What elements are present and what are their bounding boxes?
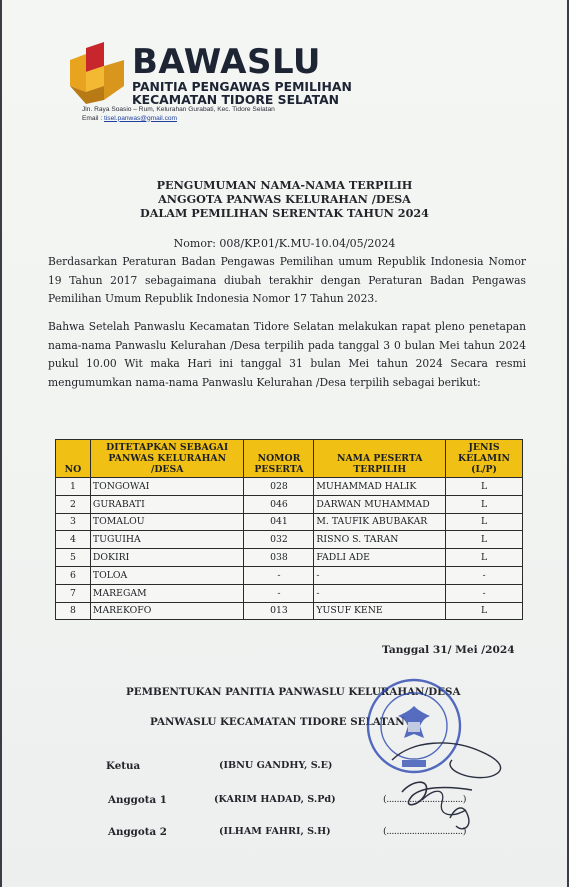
cell-jk: - (446, 566, 523, 584)
cell-nomor: - (244, 566, 314, 584)
cell-desa: GURABATI (90, 495, 244, 513)
org-sub-2: KECAMATAN TIDORE SELATAN (132, 92, 340, 107)
col-header-jenis-kelamin: JENIS KELAMIN (L/P) (446, 440, 523, 478)
cell-nomor: 013 (244, 602, 314, 620)
announcement-title (2, 178, 567, 221)
email-link[interactable]: tisel.panwas@gmail.com (104, 114, 178, 122)
handwritten-signature-icon (382, 730, 522, 840)
cell-no: 1 (56, 478, 91, 496)
title-line-3: DALAM PEMILIHAN SERENTAK TAHUN 2024 (140, 206, 429, 221)
cell-nama: YUSUF KENE (314, 602, 446, 620)
cell-desa: MAREGAM (90, 584, 244, 602)
cell-desa: TOLOA (90, 566, 244, 584)
cell-jk: L (446, 513, 523, 531)
cell-no: 4 (56, 531, 91, 549)
cell-nomor: 032 (244, 531, 314, 549)
table-row (56, 513, 523, 531)
signatory-role-anggota-2: Anggota 2 (108, 826, 167, 838)
footer-kecamatan: PANWASLU KECAMATAN TIDORE SELATAN (150, 716, 405, 728)
signatory-role-anggota-1: Anggota 1 (108, 794, 167, 806)
cell-nomor: 046 (244, 495, 314, 513)
email-label: Email : (82, 114, 103, 122)
footer-pembentukan: PEMBENTUKAN PANITIA PANWASLU KELURAHAN/DESA (126, 686, 461, 698)
bawaslu-logo-icon (68, 42, 126, 104)
cell-nama: M. TAUFIK ABUBAKAR (314, 513, 446, 531)
cell-jk: L (446, 602, 523, 620)
cell-desa: TUGUIHA (90, 531, 244, 549)
cell-jk: L (446, 495, 523, 513)
table-row (56, 531, 523, 549)
cell-no: 8 (56, 602, 91, 620)
cell-no: 7 (56, 584, 91, 602)
cell-no: 2 (56, 495, 91, 513)
table-row (56, 549, 523, 567)
cell-jk: L (446, 549, 523, 567)
cell-no: 3 (56, 513, 91, 531)
signatory-name-ketua: (IBNU GANDHY, S.E) (219, 760, 333, 771)
title-line-2: ANGGOTA PANWAS KELURAHAN /DESA (158, 192, 411, 207)
date-line: Tanggal 31/ Mei /2024 (382, 644, 515, 656)
org-name: BAWASLU (132, 42, 322, 82)
cell-desa: TOMALOU (90, 513, 244, 531)
signatory-role-ketua: Ketua (106, 760, 141, 772)
cell-no: 6 (56, 566, 91, 584)
signature-line-anggota-1: (..............................) (383, 794, 466, 805)
cell-nomor: 038 (244, 549, 314, 567)
cell-nomor: - (244, 584, 314, 602)
letter-number: Nomor: 008/KP.01/K.MU-10.04/05/2024 (173, 237, 396, 250)
elected-members-table (55, 439, 523, 620)
org-brand (132, 44, 352, 106)
table-row (56, 584, 523, 602)
signatory-name-anggota-1: (KARIM HADAD, S.Pd) (214, 794, 336, 805)
cell-jk: - (446, 584, 523, 602)
cell-desa: TONGOWAI (90, 478, 244, 496)
cell-desa: MAREKOFO (90, 602, 244, 620)
col-header-no: NO (56, 440, 91, 478)
cell-jk: L (446, 531, 523, 549)
col-header-desa: DITETAPKAN SEBAGAI PANWAS KELURAHAN /DESA (90, 440, 244, 478)
cell-nama: - (314, 584, 446, 602)
cell-nama: RISNO S. TARAN (314, 531, 446, 549)
cell-desa: DOKIRI (90, 549, 244, 567)
table-row (56, 566, 523, 584)
cell-nomor: 028 (244, 478, 314, 496)
paragraph-basis: Berdasarkan Peraturan Badan Pengawas Pemilihan umum Republik Indonesia Nomor 19 Tahun 2017 sebagaimana diubah terakhir dengan Peraturan Badan Pengawas Pemilihan Umum Republik Indonesia Nomor 17 Tahun 2023. (48, 255, 526, 305)
document-page (2, 0, 567, 887)
cell-nama: - (314, 566, 446, 584)
signatory-name-anggota-2: (ILHAM FAHRI, S.H) (219, 826, 331, 837)
cell-nomor: 041 (244, 513, 314, 531)
col-header-nomor: NOMOR PESERTA (244, 440, 314, 478)
table-row (56, 478, 523, 496)
col-header-nama: NAMA PESERTA TERPILIH (314, 440, 446, 478)
cell-no: 5 (56, 549, 91, 567)
org-email-line (82, 115, 275, 124)
org-sub-1: PANITIA PENGAWAS PEMILIHAN (132, 79, 352, 94)
signature-line-anggota-2: (..............................) (383, 826, 466, 837)
org-address-block (82, 106, 275, 123)
table-row (56, 495, 523, 513)
table-row (56, 602, 523, 620)
org-address: Jln. Raya Soasio – Rum, Kelurahan Gurabati, Kec. Tidore Selatan (82, 106, 275, 113)
paragraph-announcement: Bahwa Setelah Panwaslu Kecamatan Tidore Selatan melakukan rapat pleno penetapan nama-nama Panwaslu Kelurahan /Desa terpilih pada tanggal 3 0 bulan Mei tahun 2024 pukul 10.00 Wit maka Hari ini tanggal 31 bulan Mei tahun 2024 Secara resmi mengumumkan nama-nama Panwaslu Kelurahan /Desa terpilih sebagai berikut: (48, 320, 526, 389)
table-header-row (56, 440, 523, 478)
cell-nama: MUHAMMAD HALIK (314, 478, 446, 496)
cell-nama: FADLI ADE (314, 549, 446, 567)
title-line-1: PENGUMUMAN NAMA-NAMA TERPILIH (156, 178, 413, 192)
cell-nama: DARWAN MUHAMMAD (314, 495, 446, 513)
cell-jk: L (446, 478, 523, 496)
